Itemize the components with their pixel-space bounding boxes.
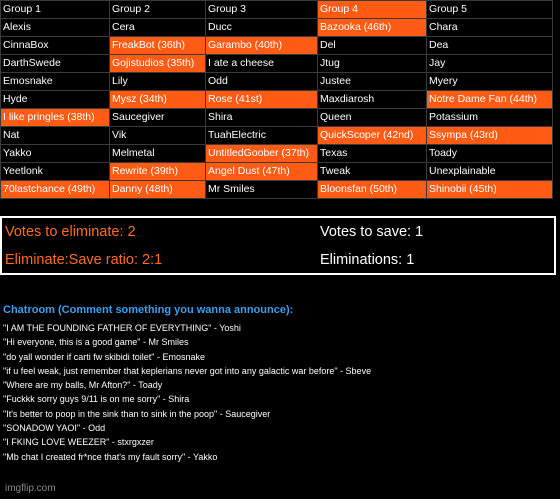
table-cell[interactable]: Nat [1,127,110,145]
table-cell[interactable]: Jtug [318,55,427,73]
table-row [1,91,553,109]
eliminate-save-ratio: Eliminate:Save ratio: 2:1 [5,252,163,268]
table-cell[interactable]: Myery [427,73,553,91]
table-cell[interactable]: Mysz (34th) [110,91,206,109]
table-cell[interactable]: Shinobii (45th) [427,181,553,199]
chat-message: "It's better to poop in the sink than to sink in the poop" - Saucegiver [3,408,271,419]
chat-message: "SONADOW YAOI" - Odd [3,423,106,434]
chat-message: "Hi everyone, this is a good game" - Mr Smiles [3,337,189,348]
table-cell[interactable]: DarthSwede [1,55,110,73]
chat-message: "Where are my balls, Mr Afton?" - Toady [3,380,163,391]
eliminations-count: Eliminations: 1 [320,252,415,268]
table-cell[interactable]: Justee [318,73,427,91]
table-cell[interactable]: Hyde [1,91,110,109]
table-cell[interactable]: Yeetlonk [1,163,110,181]
header-cell[interactable]: Group 2 [110,1,206,19]
chatroom [3,303,558,464]
table-cell[interactable]: FreakBot (36th) [110,37,206,55]
table-cell[interactable]: Ducc [206,19,318,37]
table-row [1,109,553,127]
votes-to-eliminate: Votes to eliminate: 2 [5,224,136,240]
table-cell[interactable]: Notre Dame Fan (44th) [427,91,553,109]
header-cell[interactable]: Group 3 [206,1,318,19]
chat-message: "if u feel weak, just remember that keplerians never got into any galactic war before" - Sbeve [3,365,372,376]
table-cell[interactable]: Ssympa (43rd) [427,127,553,145]
chatroom-title: Chatroom (Comment something you wanna announce): [3,304,294,316]
header-cell[interactable]: Group 1 [1,1,110,19]
table-cell[interactable]: Bloonsfan (50th) [318,181,427,199]
table-cell[interactable]: Jay [427,55,553,73]
chat-message: "I AM THE FOUNDING FATHER OF EVERYTHING" - Yoshi [3,323,241,333]
table-row [1,181,553,199]
table-cell[interactable]: Cera [110,19,206,37]
table-cell[interactable]: UntitledGoober (37th) [206,145,318,163]
header-row [1,1,553,19]
table-cell[interactable]: Del [318,37,427,55]
table-cell[interactable]: Lily [110,73,206,91]
table-cell[interactable]: Vik [110,127,206,145]
groups-table [0,0,553,199]
table-cell[interactable]: QuickScoper (42nd) [318,127,427,145]
chat-message: "Fuckkk sorry guys 9/11 is on me sorry" - Shira [3,394,190,405]
imgflip-watermark: imgflip.com [5,483,56,494]
table-cell[interactable]: I like pringles (38th) [1,109,110,127]
table-cell[interactable]: 70lastchance (49th) [1,181,110,199]
table-cell[interactable]: Rewrite (39th) [110,163,206,181]
header-cell[interactable]: Group 4 [318,1,427,19]
table-cell[interactable]: Toady [427,145,553,163]
table-cell[interactable]: Alexis [1,19,110,37]
table-row [1,19,553,37]
table-cell[interactable]: Rose (41st) [206,91,318,109]
table-cell[interactable]: Chara [427,19,553,37]
table-cell[interactable]: Unexplainable [427,163,553,181]
table-row [1,73,553,91]
table-cell[interactable]: Bazooka (46th) [318,19,427,37]
table-cell[interactable]: Gojistudios (35th) [110,55,206,73]
votes-to-save: Votes to save: 1 [320,224,424,240]
table-cell[interactable]: Queen [318,109,427,127]
table-cell[interactable]: TuahElectric [206,127,318,145]
table-cell[interactable]: Maxdiarosh [318,91,427,109]
table-cell[interactable]: Shira [206,109,318,127]
header-cell[interactable]: Group 5 [427,1,553,19]
chat-message: "Mb chat I created fr*nce that's my fault sorry" - Yakko [3,451,218,462]
table-cell[interactable]: Texas [318,145,427,163]
table-cell[interactable]: Tweak [318,163,427,181]
chat-message: "do yall wonder if carti fw skibidi toilet" - Emosnake [3,351,205,362]
votes-panel [0,216,556,275]
table-cell[interactable]: CinnaBox [1,37,110,55]
table-cell[interactable]: Danny (48th) [110,181,206,199]
table-cell[interactable]: Melmetal [110,145,206,163]
table-cell[interactable]: Odd [206,73,318,91]
table-cell[interactable]: Dea [427,37,553,55]
table-cell[interactable]: Potassium [427,109,553,127]
table-row [1,37,553,55]
table-row [1,127,553,145]
table-cell[interactable]: I ate a cheese [206,55,318,73]
table-cell[interactable]: Yakko [1,145,110,163]
table-cell[interactable]: Mr Smiles [206,181,318,199]
table-row [1,163,553,181]
table-cell[interactable]: Angel Dust (47th) [206,163,318,181]
table-row [1,145,553,163]
table-cell[interactable]: Garambo (40th) [206,37,318,55]
chat-message: "I FKING LOVE WEEZER" - stxrgxzer [3,437,154,448]
table-row [1,55,553,73]
table-cell[interactable]: Emosnake [1,73,110,91]
table-cell[interactable]: Saucegiver [110,109,206,127]
